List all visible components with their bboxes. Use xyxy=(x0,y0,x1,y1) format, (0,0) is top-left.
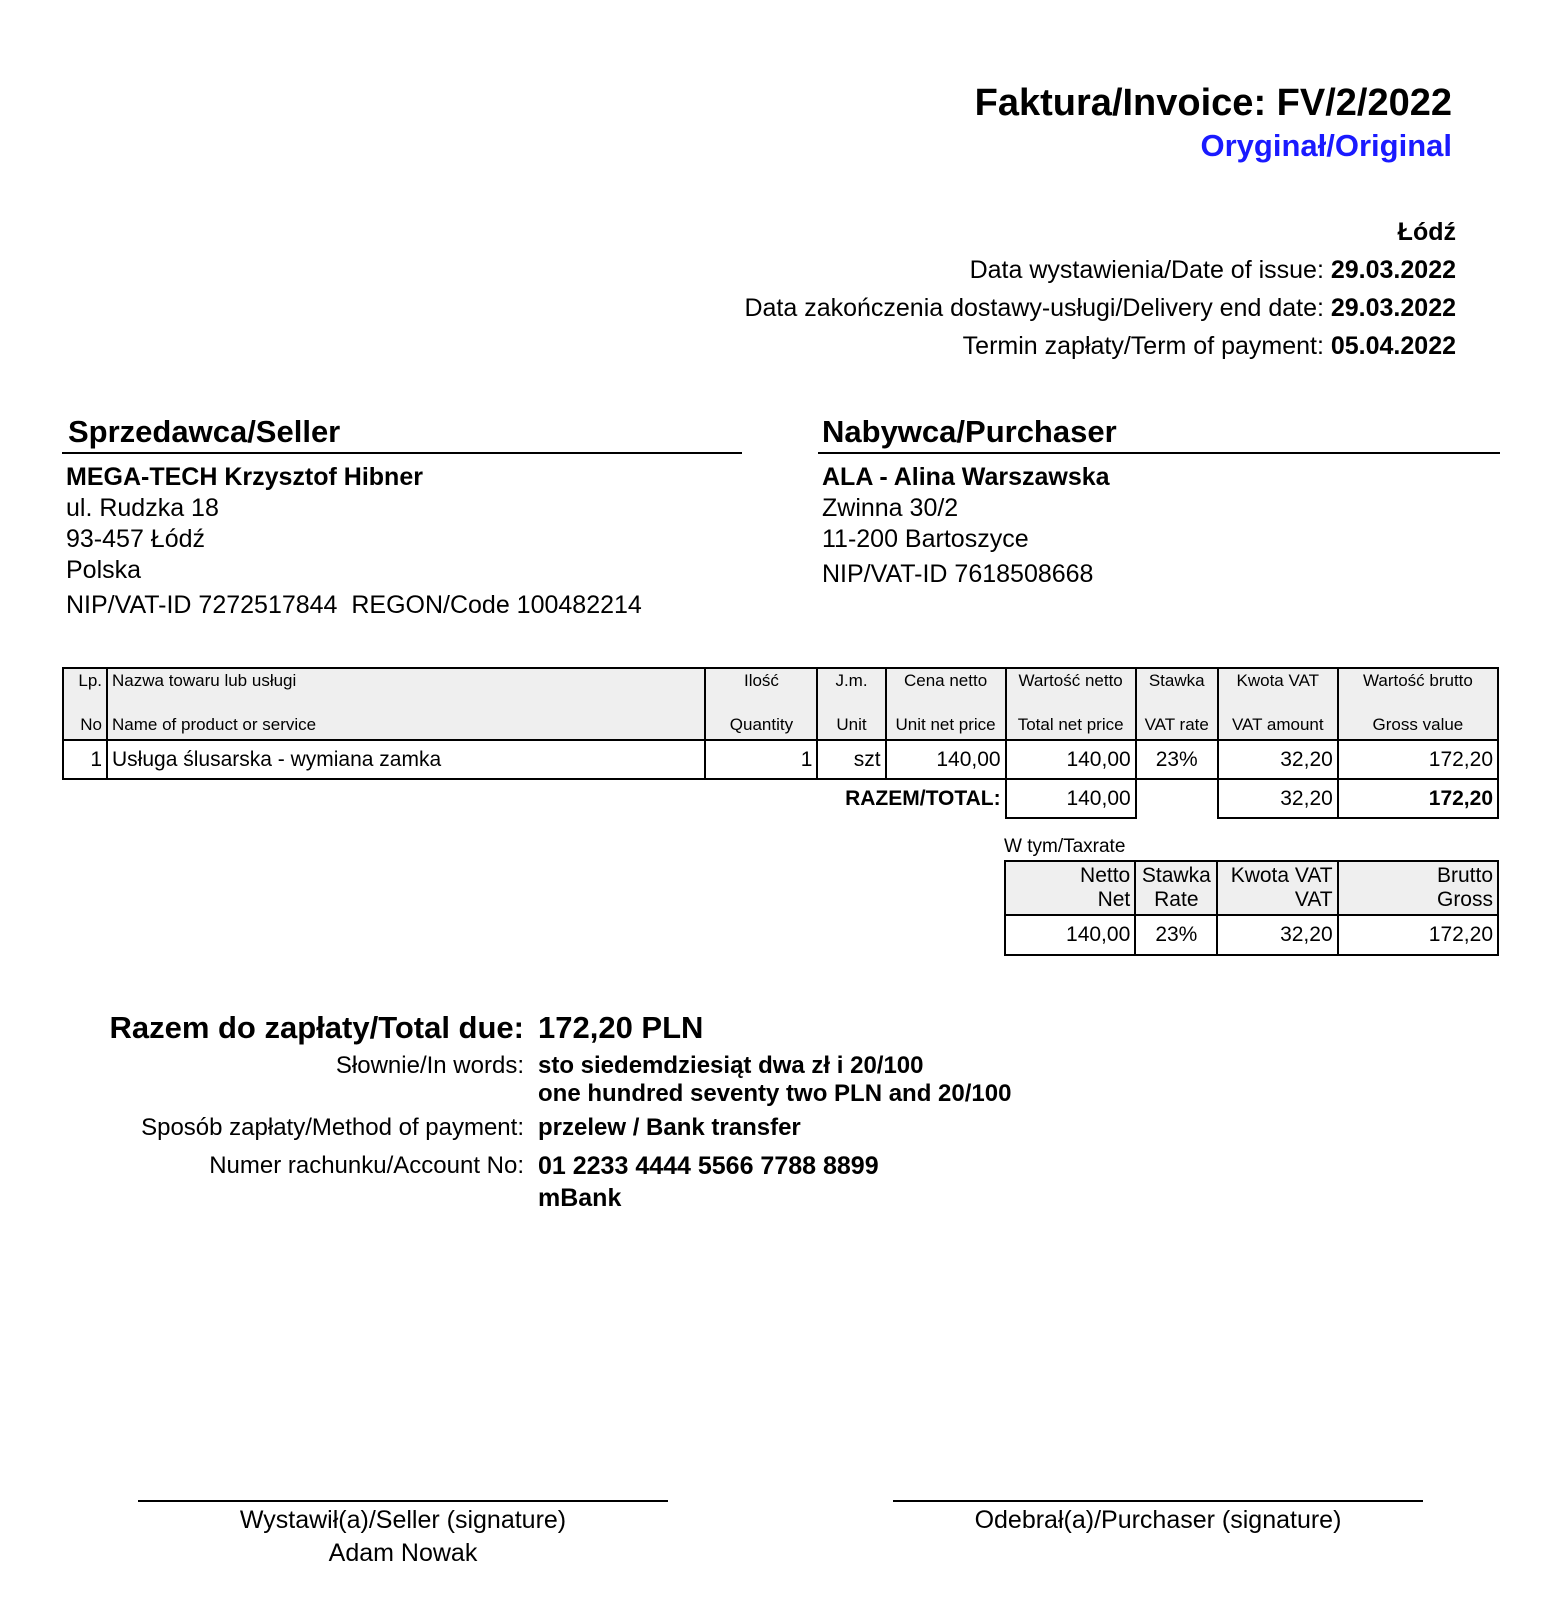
table-row xyxy=(63,740,1498,779)
seller-street: ul. Rudzka 18 xyxy=(66,494,219,522)
date-of-issue-row xyxy=(970,256,1456,285)
payment-method-value: przelew / Bank transfer xyxy=(538,1114,801,1141)
purchaser-heading: Nabywca/Purchaser xyxy=(818,414,1500,454)
tax-rate-header: Stawka Rate xyxy=(1135,861,1217,915)
item-rate: 23% xyxy=(1136,740,1218,779)
col-name-header: Nazwa towaru lub usługi Name of product or service xyxy=(107,668,705,740)
taxrate-caption: W tym/Taxrate xyxy=(1004,836,1126,857)
item-unit: szt xyxy=(817,740,885,779)
tax-net: 140,00 xyxy=(1005,915,1135,955)
item-no: 1 xyxy=(63,740,107,779)
purchaser-street: Zwinna 30/2 xyxy=(822,494,959,522)
col-total-net-header: Wartość netto Total net price xyxy=(1006,668,1136,740)
issue-city: Łódź xyxy=(1397,218,1456,246)
purchaser-signature-label: Odebrał(a)/Purchaser (signature) xyxy=(974,1506,1342,1534)
total-row xyxy=(63,779,1498,818)
tax-rate: 23% xyxy=(1135,915,1217,955)
col-qty-header: Ilość Quantity xyxy=(705,668,817,740)
tax-vat-header: Kwota VAT VAT xyxy=(1217,861,1337,915)
tax-net-header: Netto Net xyxy=(1005,861,1135,915)
items-header-row xyxy=(63,668,1498,740)
col-vat-header: Kwota VAT VAT amount xyxy=(1218,668,1338,740)
invoice-copy-type: Oryginał/Original xyxy=(1200,128,1452,163)
total-vat: 32,20 xyxy=(1218,779,1338,818)
tax-vat: 32,20 xyxy=(1217,915,1337,955)
taxrate-table xyxy=(1004,860,1499,956)
taxrate-header-row xyxy=(1005,861,1498,915)
seller-country: Polska xyxy=(66,556,142,584)
col-unit-header: J.m. Unit xyxy=(817,668,885,740)
seller-city: 93-457 Łódź xyxy=(66,525,206,553)
total-rate-empty xyxy=(1136,779,1218,818)
seller-ids: NIP/VAT-ID 7272517844 REGON/Code 100482214 xyxy=(66,591,642,619)
seller-signature-block xyxy=(138,1504,668,1570)
date-of-issue-label: Data wystawienia/Date of issue: xyxy=(969,256,1324,284)
total-due-value: 172,20 PLN xyxy=(538,1010,704,1045)
total-gross: 172,20 xyxy=(1338,779,1498,818)
account-number: 01 2233 4444 5566 7788 8899 xyxy=(538,1152,879,1180)
seller-signature-label: Wystawił(a)/Seller (signature) xyxy=(239,1506,567,1534)
total-due-label: Razem do zapłaty/Total due: xyxy=(109,1010,524,1045)
invoice-title: Faktura/Invoice: FV/2/2022 xyxy=(974,82,1452,124)
delivery-end-date-value: 29.03.2022 xyxy=(1330,294,1456,322)
in-words-pl: sto siedemdziesiąt dwa zł i 20/100 xyxy=(538,1052,924,1079)
bank-name: mBank xyxy=(538,1184,622,1212)
table-row xyxy=(1005,915,1498,955)
seller-block xyxy=(62,414,742,621)
col-no-header: Lp. No xyxy=(63,668,107,740)
purchaser-block xyxy=(818,414,1500,590)
payment-method-label: Sposób zapłaty/Method of payment: xyxy=(141,1114,524,1141)
items-table xyxy=(62,667,1499,819)
item-name: Usługa ślusarska - wymiana zamka xyxy=(107,740,705,779)
item-qty: 1 xyxy=(705,740,817,779)
purchaser-city: 11-200 Bartoszyce xyxy=(822,525,1029,553)
purchaser-signature-block xyxy=(893,1504,1423,1537)
item-gross: 172,20 xyxy=(1338,740,1498,779)
tax-gross: 172,20 xyxy=(1338,915,1498,955)
date-of-issue-value: 29.03.2022 xyxy=(1330,256,1456,284)
total-label: RAZEM/TOTAL: xyxy=(63,779,1006,818)
delivery-end-date-row xyxy=(744,294,1456,323)
item-total-net: 140,00 xyxy=(1006,740,1136,779)
item-vat: 32,20 xyxy=(1218,740,1338,779)
seller-signatory-name: Adam Nowak xyxy=(328,1539,478,1567)
payment-term-label: Termin zapłaty/Term of payment: xyxy=(962,332,1324,360)
payment-term-value: 05.04.2022 xyxy=(1330,332,1456,360)
seller-name: MEGA-TECH Krzysztof Hibner xyxy=(66,463,423,491)
purchaser-ids: NIP/VAT-ID 7618508668 xyxy=(822,560,1094,588)
in-words-en: one hundred seventy two PLN and 20/100 xyxy=(538,1080,1012,1107)
col-gross-header: Wartość brutto Gross value xyxy=(1338,668,1498,740)
payment-term-row xyxy=(963,332,1456,361)
tax-gross-header: Brutto Gross xyxy=(1338,861,1498,915)
purchaser-name: ALA - Alina Warszawska xyxy=(822,463,1110,491)
seller-heading: Sprzedawca/Seller xyxy=(62,414,742,454)
delivery-end-date-label: Data zakończenia dostawy-usługi/Delivery end date: xyxy=(744,294,1324,322)
col-unit-net-header: Cena netto Unit net price xyxy=(886,668,1006,740)
item-unit-net: 140,00 xyxy=(886,740,1006,779)
account-label: Numer rachunku/Account No: xyxy=(209,1152,524,1179)
seller-signature-line xyxy=(138,1500,668,1502)
purchaser-signature-line xyxy=(893,1500,1423,1502)
col-rate-header: Stawka VAT rate xyxy=(1136,668,1218,740)
in-words-label: Słownie/In words: xyxy=(335,1052,524,1079)
total-net: 140,00 xyxy=(1006,779,1136,818)
